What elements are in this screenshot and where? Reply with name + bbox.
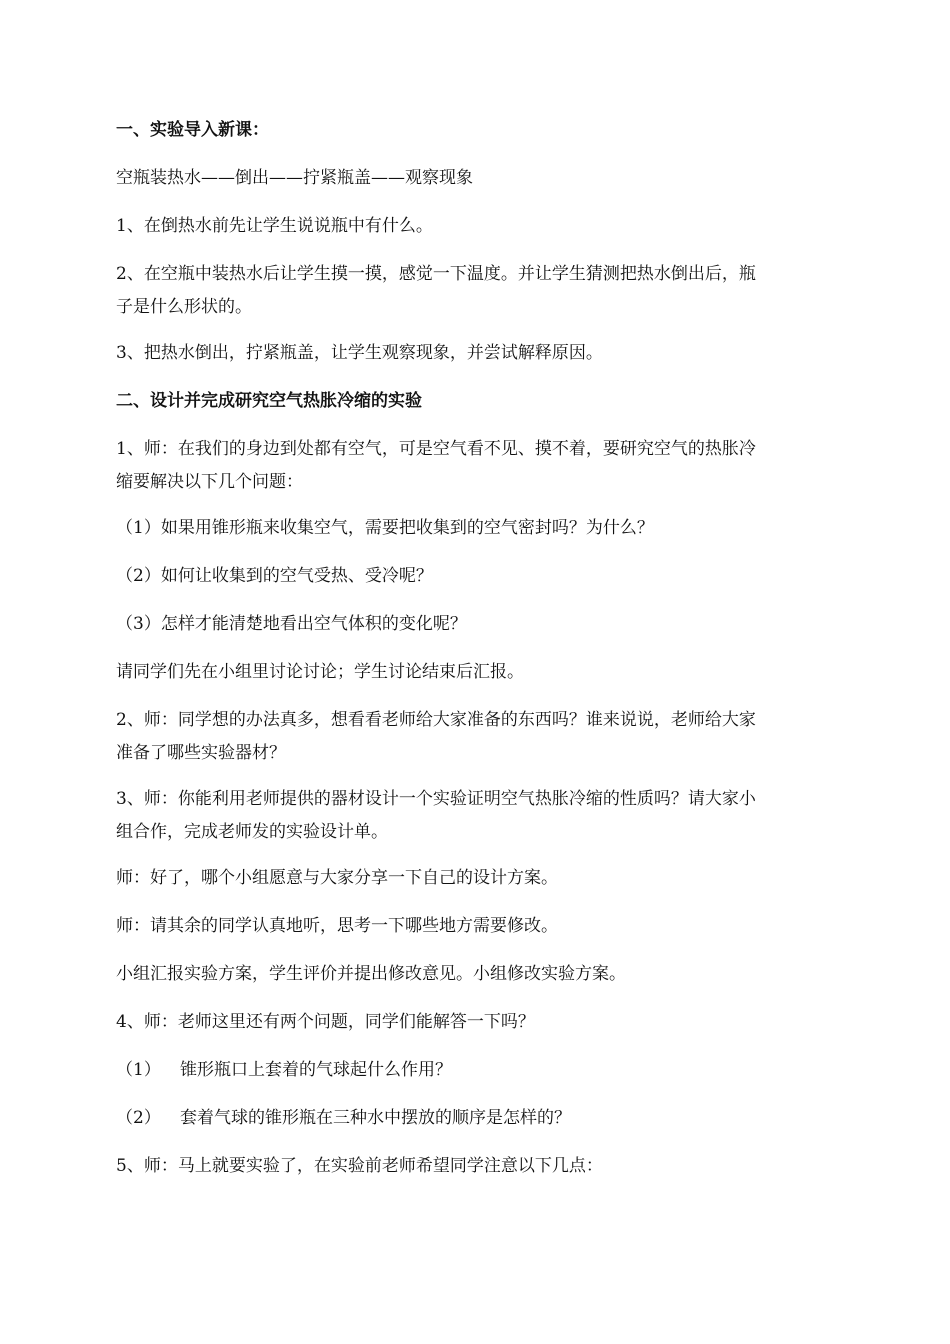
paragraph-line: 3、师：你能利用老师提供的器材设计一个实验证明空气热胀冷缩的性质吗？请大家小 [116,789,756,809]
sub-question-text: 套着气球的锥形瓶在三种水中摆放的顺序是怎样的？ [180,1108,571,1128]
paragraph-line: 2、在空瓶中装热水后让学生摸一摸，感觉一下温度。并让学生猜测把热水倒出后，瓶 [116,264,756,284]
paragraph: 5、师：马上就要实验了，在实验前老师希望同学注意以下几点： [116,1156,603,1176]
paragraph-line: 1、师：在我们的身边到处都有空气，可是空气看不见、摸不着，要研究空气的热胀冷 [116,439,756,459]
paragraph: 小组汇报实验方案，学生评价并提出修改意见。小组修改实验方案。 [116,964,626,984]
paragraph-line: 组合作，完成老师发的实验设计单。 [116,822,388,842]
paragraph-line: 子是什么形状的。 [116,297,252,317]
paragraph-line: 2、师：同学想的办法真多，想看看老师给大家准备的东西吗？谁来说说，老师给大家 [116,710,756,730]
paragraph-line: 准备了哪些实验器材？ [116,743,286,763]
sub-question-text: 锥形瓶口上套着的气球起什么作用？ [180,1060,452,1080]
intro-line: 空瓶装热水——倒出——拧紧瓶盖——观察现象 [116,168,473,188]
question-item: （3）怎样才能清楚地看出空气体积的变化呢？ [116,614,467,634]
paragraph: 师：请其余的同学认真地听，思考一下哪些地方需要修改。 [116,916,558,936]
sub-question-item [116,1058,836,1082]
section-heading-1: 一、实验导入新课： [116,120,269,140]
sub-question-item [116,1106,836,1130]
paragraph: 师：好了，哪个小组愿意与大家分享一下自己的设计方案。 [116,868,558,888]
sub-question-number: （1） [116,1060,161,1080]
paragraph: 1、在倒热水前先让学生说说瓶中有什么。 [116,216,433,236]
document-page [116,118,836,1202]
paragraph: 请同学们先在小组里讨论讨论；学生讨论结束后汇报。 [116,662,524,682]
question-item: （2）如何让收集到的空气受热、受冷呢？ [116,566,433,586]
paragraph-line: 缩要解决以下几个问题： [116,472,303,492]
question-item: （1）如果用锥形瓶来收集空气，需要把收集到的空气密封吗？为什么？ [116,518,654,538]
paragraph: 3、把热水倒出，拧紧瓶盖，让学生观察现象，并尝试解释原因。 [116,343,603,363]
section-heading-2: 二、设计并完成研究空气热胀冷缩的实验 [116,391,422,411]
sub-question-number: （2） [116,1108,161,1128]
paragraph: 4、师：老师这里还有两个问题，同学们能解答一下吗？ [116,1012,535,1032]
